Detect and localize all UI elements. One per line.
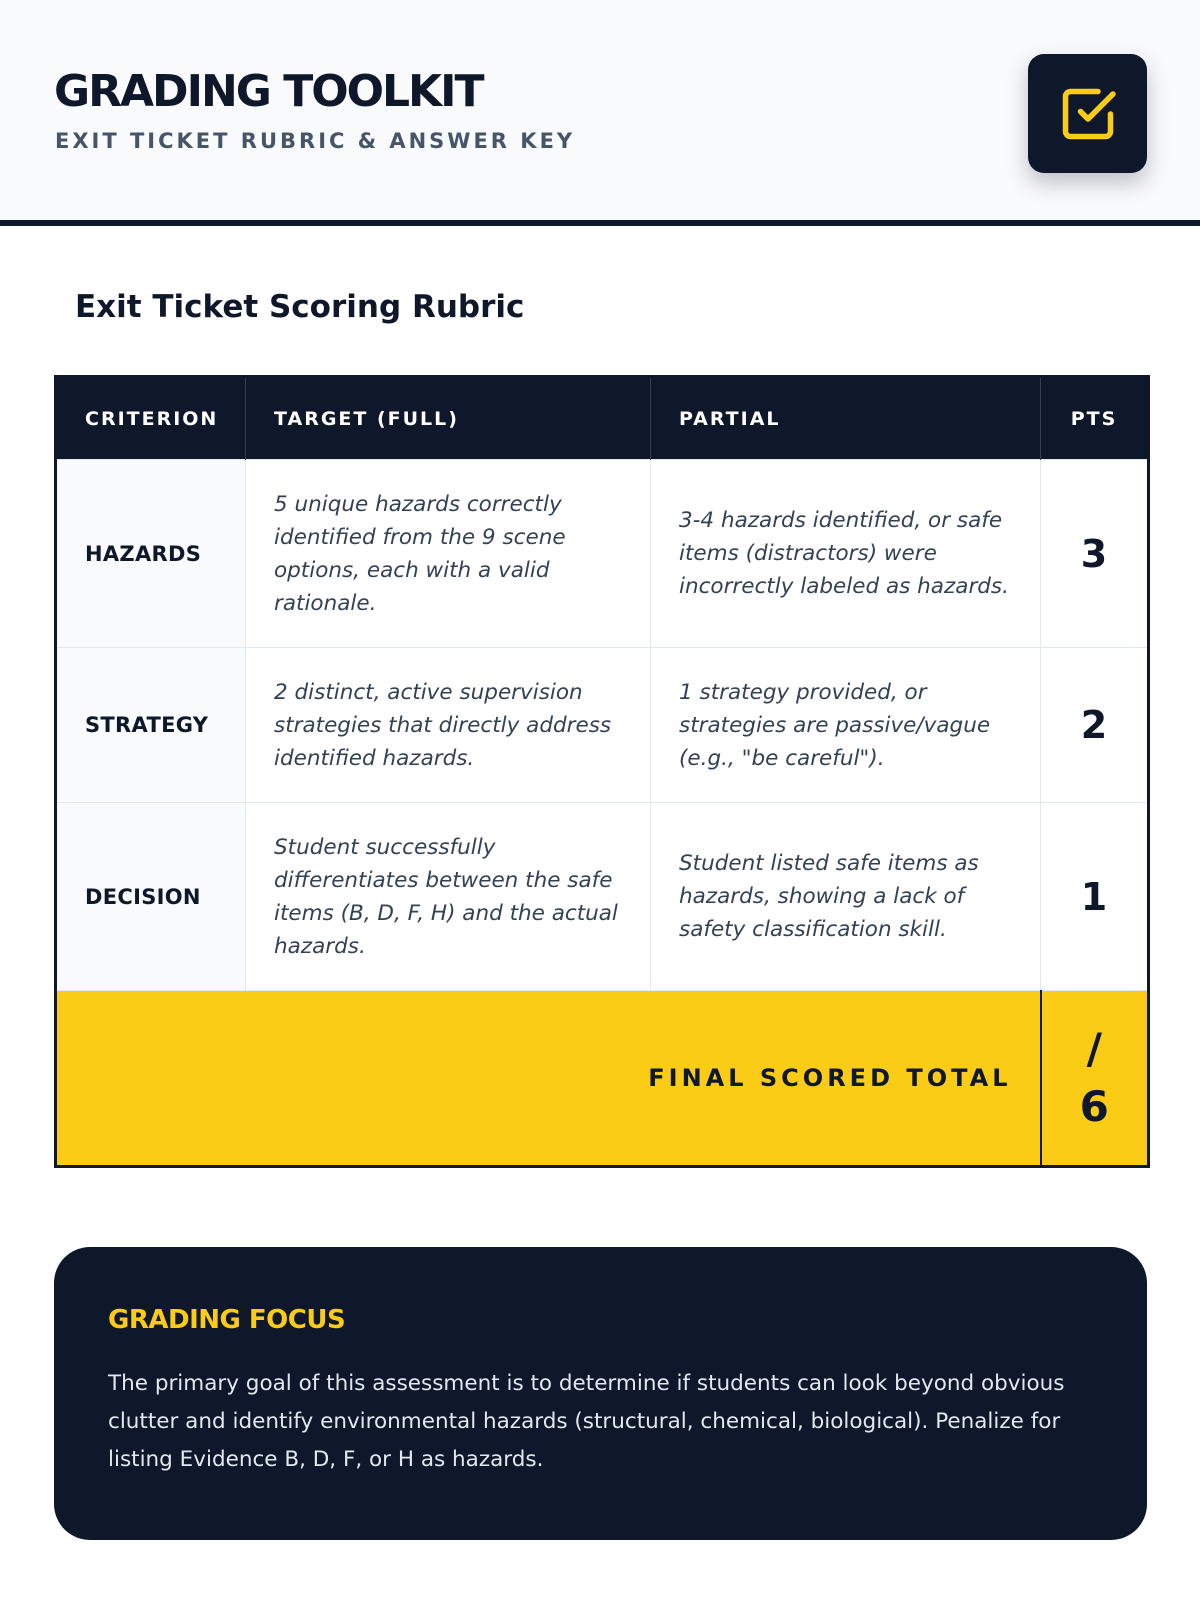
table-row (56, 460, 1149, 648)
partial-cell: 3-4 hazards identified, or safe items (distractors) were incorrectly labeled as hazards. (651, 460, 1041, 648)
rubric-title: Exit Ticket Scoring Rubric (75, 289, 525, 325)
page-subtitle: EXIT TICKET RUBRIC & ANSWER KEY (55, 129, 576, 153)
column-header-target: TARGET (FULL) (246, 377, 651, 460)
header-badge (1028, 54, 1147, 173)
total-slash: / (1086, 1024, 1102, 1073)
page-title: GRADING TOOLKIT (54, 66, 483, 117)
points-cell: 1 (1041, 803, 1149, 991)
table-row (56, 648, 1149, 803)
column-header-points: PTS (1041, 377, 1149, 460)
total-label: FINAL SCORED TOTAL (56, 991, 1041, 1167)
criterion-cell: DECISION (56, 803, 246, 991)
grading-focus-panel (54, 1247, 1147, 1540)
criterion-cell: STRATEGY (56, 648, 246, 803)
scoring-rubric-table (54, 375, 1150, 1168)
partial-cell: 1 strategy provided, or strategies are passive/vague (e.g., "be careful"). (651, 648, 1041, 803)
table-header-row (56, 377, 1149, 460)
points-cell: 3 (1041, 460, 1149, 648)
grading-focus-body: The primary goal of this assessment is to determine if students can look beyond obvious clutter and identify environmental hazards (structural, chemical, biological). Penalize for listing Evidence B, D, F, or H as hazards. (108, 1371, 1065, 1472)
target-cell: 2 distinct, active supervision strategies that directly address identified hazards. (246, 648, 651, 803)
total-score-field (1041, 991, 1149, 1167)
target-cell: 5 unique hazards correctly identified from the 9 scene options, each with a valid rationale. (246, 460, 651, 648)
total-max-points: 6 (1079, 1082, 1109, 1131)
grading-focus-title: GRADING FOCUS (108, 1305, 346, 1335)
partial-cell: Student listed safe items as hazards, showing a lack of safety classification skill. (651, 803, 1041, 991)
table-row (56, 803, 1149, 991)
column-header-partial: PARTIAL (651, 377, 1041, 460)
total-row (56, 991, 1149, 1167)
checkbox-check-icon (1058, 84, 1118, 144)
points-cell: 2 (1041, 648, 1149, 803)
criterion-cell: HAZARDS (56, 460, 246, 648)
page-header (0, 0, 1200, 226)
target-cell: Student successfully differentiates between the safe items (B, D, F, H) and the actual hazards. (246, 803, 651, 991)
column-header-criterion: CRITERION (56, 377, 246, 460)
